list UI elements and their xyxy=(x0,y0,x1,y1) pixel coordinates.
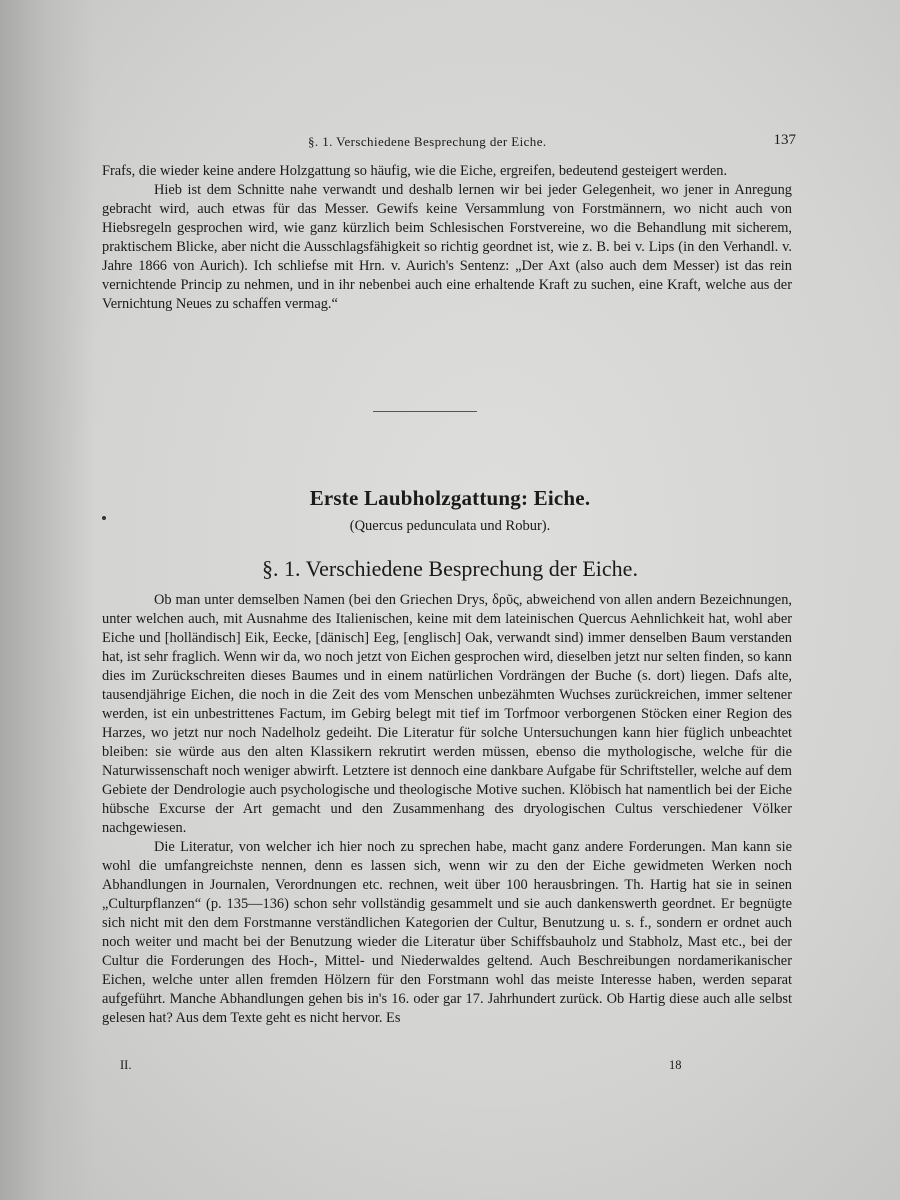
running-title: §. 1. Verschiedene Besprechung der Eiche. xyxy=(308,134,547,149)
section-heading: §. 1. Verschiedene Besprechung der Eiche. xyxy=(262,556,638,581)
signature-mark: 18 xyxy=(669,1058,682,1072)
continued-text-block xyxy=(102,162,792,314)
continued-paragraph: Frafs, die wieder keine andere Holzgattung so häufig, wie die Eiche, ergreifen, bedeutend gesteigert werden. xyxy=(102,163,728,179)
body-paragraph-1: Ob man unter demselben Namen (bei den Griechen Drys, δρῦς, abweichend von allen andern Bezeichnungen, unter welchen auch, mit Ausnahme des Italienischen, keine mit dem lateinischen Quercus Aehnlichkeit hat, wohl aber Eiche und [holländisch] Eik, Eecke, [dänisch] Eeg, [englisch] Oak, verwandt sind) immer denselben Baum verstanden hat, ist sehr fraglich. Wenn wir da, wo noch jetzt von Eichen gesprochen wird, dieselben jetzt nur selten finden, so kann dies im Zurückschreiten dieses Baumes und in einem natürlichen Vordrängen der Buche (s. dort) liegen. Dafs alte, tausendjährige Eichen, die noch in die Zeit des vom Menschen unbezähmten Wuchses zurückreichen, immer seltener werden, ist ein unbestrittenes Factum, im Gebirg belegt mit tief im Torfmoor verborgenen Stöcken einer Region des Harzes, wo jetzt nur noch Nadelholz gedeiht. Die Literatur für solche Untersuchungen kann hier füglich unbeachtet bleiben: sie würde aus den alten Klassikern rekrutirt werden müssen, ebenso die mythologische, welche für die Naturwissenschaft noch weniger abwirft. Letztere ist dennoch eine dankbare Aufgabe für Schriftsteller, welche auf dem Gebiete der Dendrologie auch psychologische und theologische Motive suchen. Klöbisch hat namentlich bei der Eiche hübsche Excurse der Art gemacht und den Zusammenhang des dryologischen Cultus verschiedener Völker nachgewiesen. xyxy=(102,592,792,836)
section-separator-rule xyxy=(373,411,477,412)
page-number: 137 xyxy=(773,132,796,148)
gutter-shadow xyxy=(0,0,95,1200)
part-title: Erste Laubholzgattung: Eiche. xyxy=(309,486,591,510)
hieb-paragraph: Hieb ist dem Schnitte nahe verwandt und deshalb lernen wir bei jeder Gelegenheit, wo jener in Anregung gebracht wird, auch etwas für das Messer. Gewifs keine Versammlung von Forstmännern, wo nicht auch von Hiebsregeln gesprochen wird, wie ganz kürzlich beim Schlesischen Forstvereine, wo die Behandlung mit sicherem, praktischem Blicke, aber nicht die Ausschlagsfähigkeit so richtig geordnet ist, wie z. B. bei v. Lips (in den Verhandl. v. Jahre 1866 von Aurich). Ich schliefse mit Hrn. v. Aurich's Sentenz: „Der Axt (also auch dem Messer) ist das rein vernichtende Princip zu nehmen, und in ihr nebenbei auch eine erhaltende Kraft zu suchen, eine Kraft, welche aus der Vernichtung Neues zu schaffen vermag.“ xyxy=(102,182,792,312)
main-text-block xyxy=(102,591,792,1028)
latin-subtitle: (Quercus pedunculata und Robur). xyxy=(349,518,551,534)
body-paragraph-2: Die Literatur, von welcher ich hier noch zu sprechen habe, macht ganz andere Forderungen. Man kann sie wohl die umfangreichste nennen, denn es lassen sich, wenn wir zu den der Eiche gewidmeten Werken noch Abhandlungen in Journalen, Verordnungen etc. rechnen, weit über 100 herausbringen. Th. Hartig hat sie in seinen „Culturpflanzen“ (p. 135—136) schon sehr vollständig gesammelt und sie auch dankenswerth geordnet. Er begnügte sich nicht mit den dem Forstmanne verständlichen Kategorien der Cultur, Benutzung u. s. f., sondern er ordnet auch noch weiter und macht bei der Benutzung wieder die Literatur über Schiffsbauholz und Stabholz, Mast etc., bei der Cultur die Forderungen des Hoch-, Mittel- und Niederwaldes geltend. Auch Beschreibungen nordamerikanischer Eichen, welche unter allen fremden Hölzern für den Forstmann wohl das meiste Interesse haben, werden separat aufgeführt. Manche Abhandlungen gehen bis in's 16. oder gar 17. Jahrhundert zurück. Ob Hartig diese auch alle selbst gelesen hat? Aus dem Texte geht es nicht hervor. Es xyxy=(102,839,792,1026)
page-header xyxy=(100,130,800,156)
volume-marker: II. xyxy=(120,1058,132,1072)
